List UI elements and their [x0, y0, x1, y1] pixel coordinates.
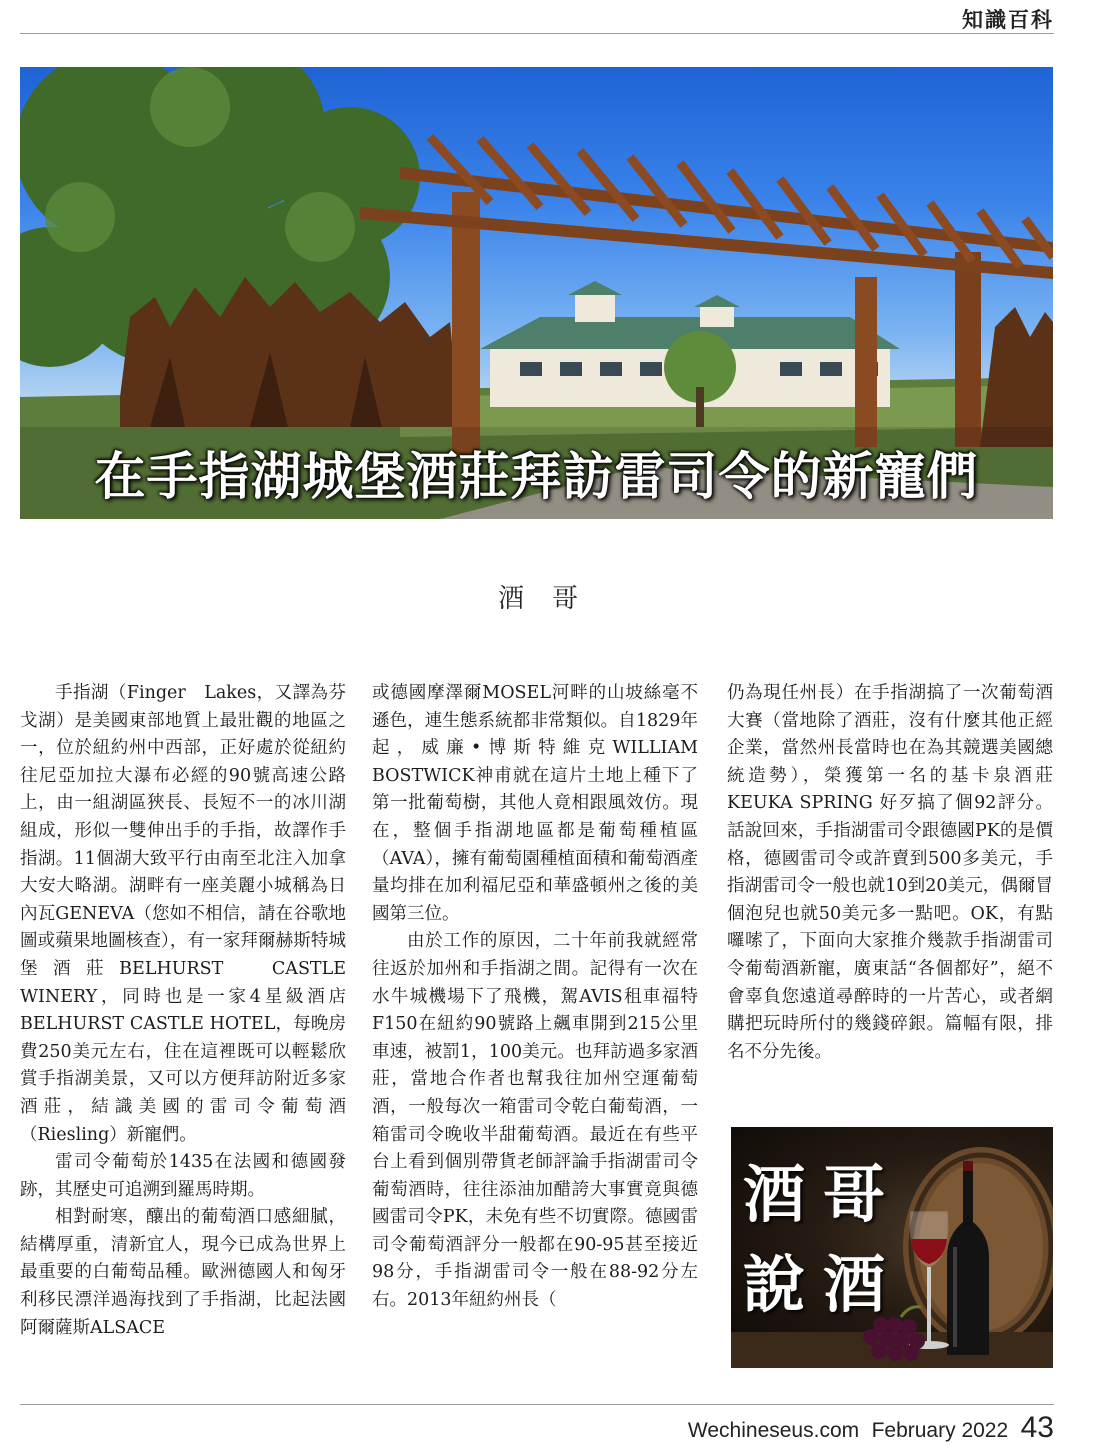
promo-text-line-1: 酒哥 [743, 1158, 904, 1231]
paragraph: 相對耐寒，釀出的葡萄酒口感細膩，結構厚重，清新宜人，現今已成為世界上最重要的白葡萄品種。歐洲德國人和匈牙利移民漂洋過海找到了手指湖，比起法國阿爾薩斯ALSACE [20, 1207, 346, 1338]
paragraph: 手指湖（Finger Lakes，又譯為芬戈湖）是美國東部地質上最壯觀的地區之一，位於紐約州中西部，正好處於從紐約往尼亞加拉大瀑布必經的90號高速公路上，由一組湖區狹長、長短不一的冰川湖組成，形似一雙伸出手的手指，故譯作手指湖。11個湖大致平行由南至北注入加拿大安大略湖。湖畔有一座美麗小城稱為日內瓦GENEVA（您如不相信，請在谷歌地圖或蘋果地圖核查），有一家拜爾赫斯特城堡酒莊BELHURST CASTLE WINERY，同時也是一家4星級酒店BELHURST CASTLE HOTEL，每晚房費250美元左右，住在這裡既可以輕鬆欣賞手指湖美景，又可以方便拜訪附近多家酒莊，結識美國的雷司令葡萄酒（Riesling）新寵們。 [20, 683, 346, 1145]
hero-photo [20, 67, 1053, 519]
article-column-2 [372, 680, 716, 1315]
article-column-3 [727, 680, 1053, 1066]
paragraph: 雷司令葡萄於1435在法國和德國發跡，其歷史可追溯到羅馬時期。 [20, 1152, 346, 1200]
paragraph: 或德國摩澤爾MOSEL河畔的山坡絲毫不遜色，連生態系統都非常類似。自1829年起，威廉•博斯特維克WILLIAM BOSTWICK神甫就在這片土地上種下了第一批葡萄樹，其他人竟相跟風效仿。現在，整個手指湖地區都是葡萄種植區（AVA），擁有葡萄園種植面積和葡萄酒產量均排在加利福尼亞和華盛頓州之後的美國第三位。 [372, 683, 716, 924]
top-divider [20, 33, 1054, 34]
paragraph: 仍為現任州長）在手指湖搞了一次葡萄酒大賽（當地除了酒莊，沒有什麼其他正經企業，當然州長當時也在為其競選美國總統造勢），榮獲第一名的基卡泉酒莊KEUKA SPRING 好歹搞了個92評分。話說回來，手指湖雷司令跟德國PK的是價格，德國雷司令或許賣到500多美元，手指湖雷司令一般也就10到20美元，偶爾冒個泡兒也就50美元多一點吧。OK，有點囉嗦了，下面向大家推介幾款手指湖雷司令葡萄酒新寵，廣東話“各個都好”，絕不會辜負您遠道尋醉時的一片苦心，或者網購把玩時所付的幾錢碎銀。篇幅有限，排名不分先後。 [727, 683, 1053, 1062]
section-tag: 知識百科 [962, 7, 1054, 32]
article-title: 在手指湖城堡酒莊拜訪雷司令的新寵們 [94, 448, 979, 507]
column-logo-image [731, 1127, 1053, 1368]
article-column-1 [20, 680, 346, 1342]
promo-text-line-2: 說酒 [743, 1248, 904, 1321]
bottom-divider [20, 1404, 1054, 1405]
footer-issue-date: February 2022 [871, 1419, 1009, 1442]
page-number: 43 [1020, 1411, 1054, 1444]
paragraph: 由於工作的原因，二十年前我就經常往返於加州和手指湖之間。記得有一次在水牛城機場下了飛機，駕AVIS租車福特F150在紐約90號路上飆車開到215公里車速，被罰1，100美元。也拜訪過多家酒莊，當地合作者也幫我往加州空運葡萄酒，一般每次一箱雷司令乾白葡萄酒，一箱雷司令晚收半甜葡萄酒。最近在有些平台上看到個別帶貨老師評論手指湖雷司令葡萄酒時，往往添油加醋誇大事實竟與德國雷司令PK，未免有些不切實際。德國雷司令葡萄酒評分一般都在90-95甚至接近98分，手指湖雷司令一般在88-92分左右。2013年紐約州長（ [372, 931, 698, 1311]
page-footer [688, 1411, 1054, 1445]
author-byline: 酒哥 [497, 584, 606, 614]
footer-website: Wechineseus.com [687, 1419, 860, 1442]
